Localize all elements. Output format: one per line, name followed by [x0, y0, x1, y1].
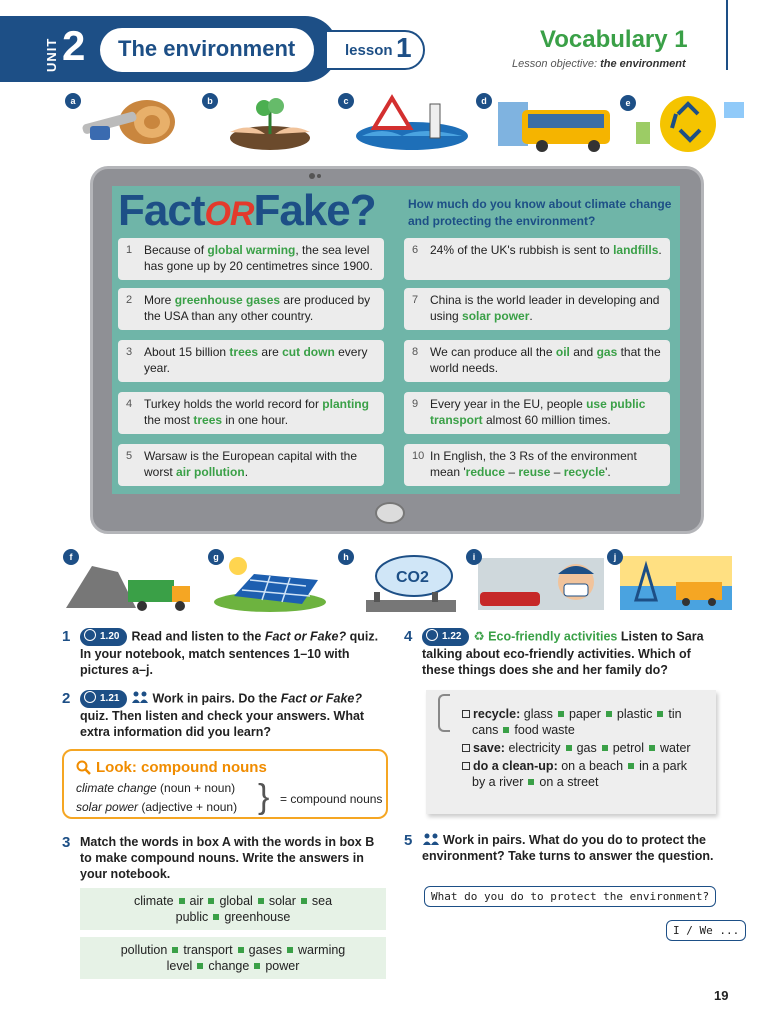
recycle-icon: ♻: [473, 629, 485, 644]
note-cleanup-line-2: by a river on a street: [472, 775, 599, 789]
note-save-line: save: electricity gas petrol water: [462, 740, 691, 756]
brace-icon: }: [258, 778, 270, 816]
fact-item-1: 1 Because of global warming, the sea level has gone up by 20 centimetres since 1900.: [118, 238, 384, 280]
quiz-question: How much do you know about climate change and protecting the environment?: [408, 197, 672, 228]
look-result: = compound nouns: [280, 792, 383, 806]
lesson-label: lesson: [345, 42, 393, 59]
picture-label-b: b: [202, 93, 218, 109]
audio-track-1-21[interactable]: 1.21: [80, 690, 127, 708]
fact-item-3: 3 About 15 billion trees are cut down every year.: [118, 340, 384, 382]
checkbox[interactable]: [462, 762, 470, 770]
fact-item-10: 10 In English, the 3 Rs of the environment mean 'reduce – reuse – recycle'.: [404, 444, 670, 486]
page-number: 19: [714, 988, 729, 1003]
picture-label-j: j: [607, 549, 623, 565]
exercise-3-number: 3: [62, 834, 71, 851]
picture-label-g: g: [208, 549, 224, 565]
picture-c-sea-level: [352, 92, 472, 154]
lesson-number: 1: [396, 32, 412, 63]
picture-e-recycling: [632, 92, 752, 154]
tablet-camera-icon: [308, 172, 322, 180]
fact-item-5: 5 Warsaw is the European capital with the worst air pollution.: [118, 444, 384, 486]
audio-icon: [426, 629, 438, 641]
speech-bubble-answer: I / We ...: [666, 920, 746, 941]
exercise-1-text: 1.20 Read and listen to the Fact or Fake? quiz. In your notebook, match sentences 1–10 with pictures a–j.: [80, 629, 379, 677]
look-example-2: solar power (adjective + noun): [76, 800, 238, 814]
picture-label-d: d: [476, 93, 492, 109]
svg-text:CO2: CO2: [396, 569, 429, 586]
picture-g-solar-panel: [210, 552, 330, 614]
word-box-a: climate air global solar sea public greenhouse: [80, 888, 386, 930]
look-box-title: Look: compound nouns: [96, 759, 267, 776]
unit-word: UNIT: [44, 37, 59, 72]
eco-friendly-label: Eco-friendly activities: [488, 629, 618, 644]
tablet-home-button: [375, 502, 405, 524]
exercise-4-text: 1.22 ♻ Eco-friendly activities Listen to Sara talking about eco-friendly activities. Which of these things does she and her family do?: [422, 629, 704, 677]
picture-f-landfill-truck: [62, 552, 196, 614]
picture-label-h: h: [338, 549, 354, 565]
picture-label-a: a: [65, 93, 81, 109]
speech-bubble-question: What do you do to protect the environment?: [424, 886, 716, 907]
fact-item-4: 4 Turkey holds the world record for planting the most trees in one hour.: [118, 392, 384, 434]
picture-label-i: i: [466, 549, 482, 565]
pair-work-icon: [131, 691, 149, 703]
quiz-title: FactORFake?: [118, 186, 376, 235]
picture-label-c: c: [338, 93, 354, 109]
section-title: Vocabulary 1: [540, 26, 688, 53]
exercise-3-text: Match the words in box A with the words in box B to make compound nouns. Write the answers in your notebook.: [80, 835, 375, 881]
unit-title: The environment: [118, 36, 296, 61]
picture-b-planting: [210, 92, 330, 154]
audio-icon: [84, 629, 96, 641]
header-divider: [726, 0, 728, 70]
lesson-objective: Lesson objective: the environment: [512, 58, 686, 70]
fact-item-9: 9 Every year in the EU, people use public transport almost 60 million times.: [404, 392, 670, 434]
look-example-1: climate change (noun + noun): [76, 781, 236, 795]
fact-item-8: 8 We can produce all the oil and gas that the world needs.: [404, 340, 670, 382]
fact-item-7: 7 China is the world leader in developing and using solar power.: [404, 288, 670, 330]
picture-i-air-pollution: [476, 552, 606, 614]
audio-track-1-20[interactable]: 1.20: [80, 628, 127, 646]
unit-number: 2: [62, 22, 86, 69]
fact-item-6: 6 24% of the UK's rubbish is sent to landfills.: [404, 238, 670, 280]
magnifier-icon: [76, 760, 92, 776]
checkbox[interactable]: [462, 710, 470, 718]
note-recycle-line-1: recycle: glass paper plastic tin: [462, 706, 682, 722]
word-box-b: pollution transport gases warming level change power: [80, 937, 386, 979]
exercise-5-number: 5: [404, 832, 413, 849]
exercise-1-number: 1: [62, 628, 71, 645]
picture-label-f: f: [63, 549, 79, 565]
audio-icon: [84, 691, 96, 703]
audio-track-1-22[interactable]: 1.22: [422, 628, 469, 646]
note-clip: [438, 694, 450, 732]
exercise-2-text: 1.21 Work in pairs. Do the Fact or Fake? quiz. Then listen and check your answers. What extra information did you learn?: [80, 691, 365, 739]
pair-work-icon: [422, 833, 440, 845]
note-recycle-line-2: cans food waste: [472, 723, 575, 737]
exercise-2-number: 2: [62, 690, 71, 707]
fact-item-2: 2 More greenhouse gases are produced by the USA than any other country.: [118, 288, 384, 330]
note-cleanup-line-1: do a clean-up: on a beach in a park: [462, 758, 687, 774]
exercise-5-text: Work in pairs. What do you do to protect the environment? Take turns to answer the question.: [422, 833, 714, 863]
exercise-4-number: 4: [404, 628, 413, 645]
picture-h-co2-factory: [352, 552, 472, 614]
checkbox[interactable]: [462, 744, 470, 752]
picture-d-bus: [494, 92, 614, 154]
picture-label-e: e: [620, 95, 636, 111]
picture-j-oil-gas: [616, 552, 736, 614]
